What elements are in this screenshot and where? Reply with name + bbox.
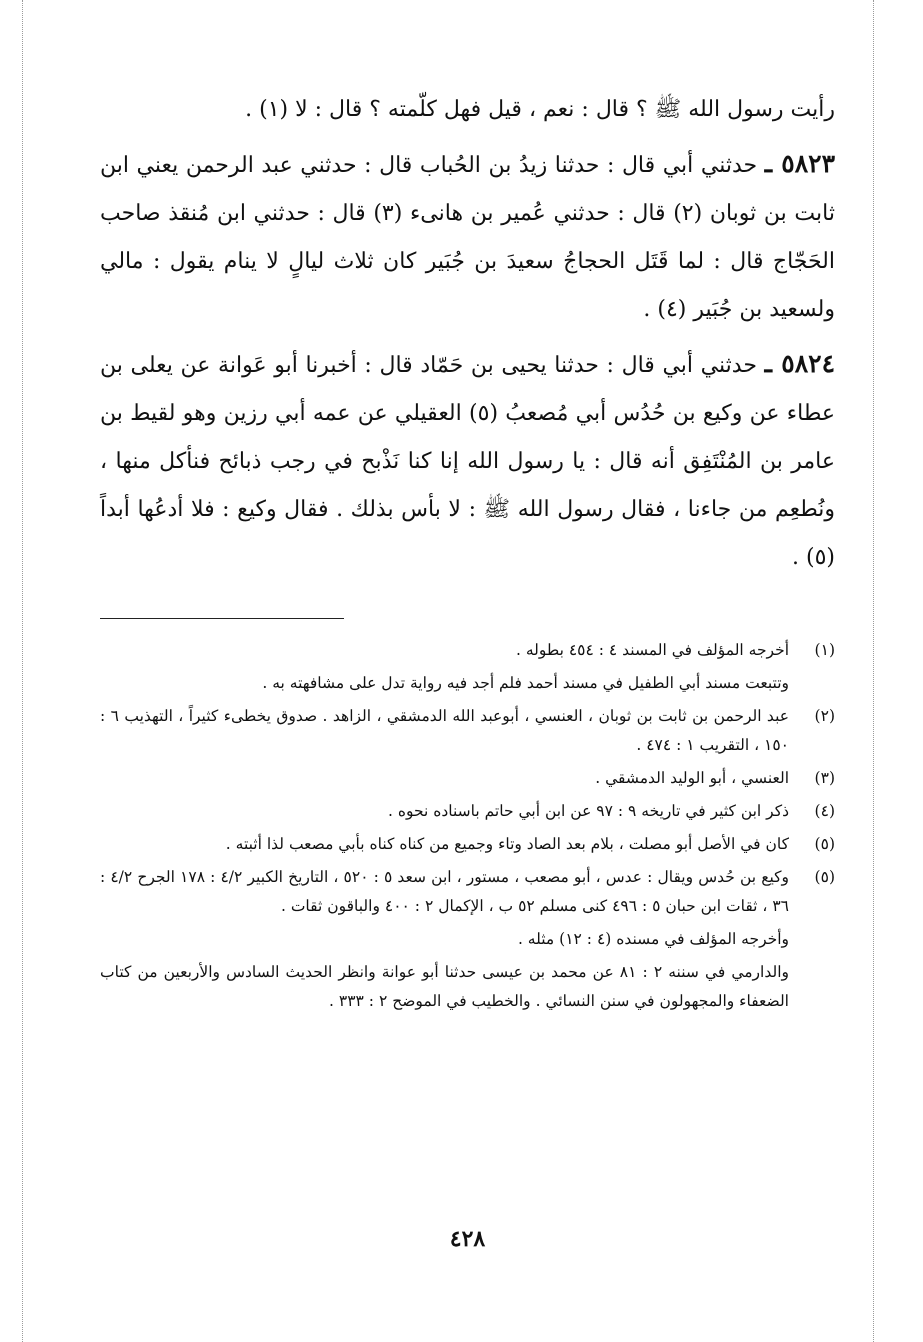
document-page xyxy=(100,86,835,1316)
footnote-continuation: وتتبعت مسند أبي الطفيل في مسند أحمد فلم أجد فيه رواية تدل على مشافهته به . xyxy=(262,674,789,692)
hadith-5824 xyxy=(100,340,835,582)
footnotes xyxy=(100,636,835,1020)
footnote-text: عبد الرحمن بن ثابت بن ثوبان ، العنسي ، أبوعبد الله الدمشقي ، الزاهد . صدوق يخطىء كثيراً ، التهذيب ٦ : ١٥٠ ، التقريب ١ : ٤٧٤ . xyxy=(100,707,789,754)
footnote-number: (٢) xyxy=(814,707,835,725)
footnote-separator xyxy=(100,618,344,619)
hadith-number: ٥٨٢٤ ـ xyxy=(764,349,835,378)
footnote-5b xyxy=(100,863,835,921)
footnote-text: ذكر ابن كثير في تاريخه ٩ : ٩٧ عن ابن أبي حاتم باسناده نحوه . xyxy=(388,802,789,820)
footnote-text: أخرجه المؤلف في المسند ٤ : ٤٥٤ بطوله . xyxy=(515,641,789,659)
footnote-5a xyxy=(100,830,835,859)
right-margin-guide xyxy=(873,0,874,1342)
left-margin-guide xyxy=(22,0,23,1342)
footnote-number: (٥) xyxy=(814,835,835,853)
page-number: ٤٢٨ xyxy=(449,1226,486,1252)
footnote-text: كان في الأصل أبو مصلت ، بلام بعد الصاد وتاء وجميع من كناه كناه بأبي مصعب لذا أثبته . xyxy=(225,835,789,853)
footnote-text: العنسي ، أبو الوليد الدمشقي . xyxy=(595,769,789,787)
main-text xyxy=(100,86,835,582)
footnote-text: وكيع بن حُدس ويقال : عدس ، أبو مصعب ، مستور ، ابن سعد ٥ : ٥٢٠ ، التاريخ الكبير ٤/٢ : ١٧٨ الجرح ٤/٢ : ٣٦ ، ثقات ابن حبان ٥ : ٤٩٦ كنى مسلم ٥٢ ب ، الإكمال ٢ : ٤٠٠ والباقون ثقات . xyxy=(100,868,789,915)
footnote-2 xyxy=(100,702,835,760)
footnote-number: (٤) xyxy=(814,802,835,820)
hadith-number: ٥٨٢٣ ـ xyxy=(764,149,836,178)
hadith-text: حدثني أبي قال : حدثنا يحيى بن حَمّاد قال : أخبرنا أبو عَوانة عن يعلى بن عطاء عن وكيع بن حُدُس أبي مُصعبُ (٥) العقيلي عن عمه أبي رزين وهو لقيط بن عامر بن المُنْتَفِق أنه قال : يا رسول الله إنا كنا نَذْبح في رجب ذبائح فنأكل منها ، ونُطعِم من جاءنا ، فقال رسول الله ﷺ : لا بأس بذلك . فقال وكيع : فلا أدعُها أبداً (٥) . xyxy=(100,353,835,570)
footnote-number: (٥) xyxy=(814,868,835,886)
hadith-text: حدثني أبي قال : حدثنا زيدُ بن الحُباب قال : حدثني عبد الرحمن يعني ابن ثابت بن ثوبان (٢) قال : حدثني عُمير بن هانىء (٣) قال : حدثني ابن مُنقذ صاحب الحَجّاج قال : لما قَتَل الحجاجُ سعيدَ بن جُبَير كان ثلاث ليالٍ لا ينام يقول : مالي ولسعيد بن جُبَير (٤) . xyxy=(100,153,835,322)
footnote-1 xyxy=(100,636,835,665)
footnote-number: (١) xyxy=(814,641,835,659)
paragraph-continuation: رأيت رسول الله ﷺ ؟ قال : نعم ، قيل فهل كلّمته ؟ قال : لا (١) . xyxy=(245,97,835,122)
footnote-3 xyxy=(100,764,835,793)
hadith-5823 xyxy=(100,140,835,334)
footnote-4 xyxy=(100,797,835,826)
footnote-continuation: وأخرجه المؤلف في مسنده (٤ : ١٢) مثله . xyxy=(517,930,789,948)
footnote-number: (٣) xyxy=(814,769,835,787)
footnote-continuation: والدارمي في سننه ٢ : ٨١ عن محمد بن عيسى حدثنا أبو عوانة وانظر الحديث السادس والأربعين من كتاب الضعفاء والمجهولون في سنن النسائي . والخطيب في الموضح ٢ : ٣٣٣ . xyxy=(100,963,790,1010)
